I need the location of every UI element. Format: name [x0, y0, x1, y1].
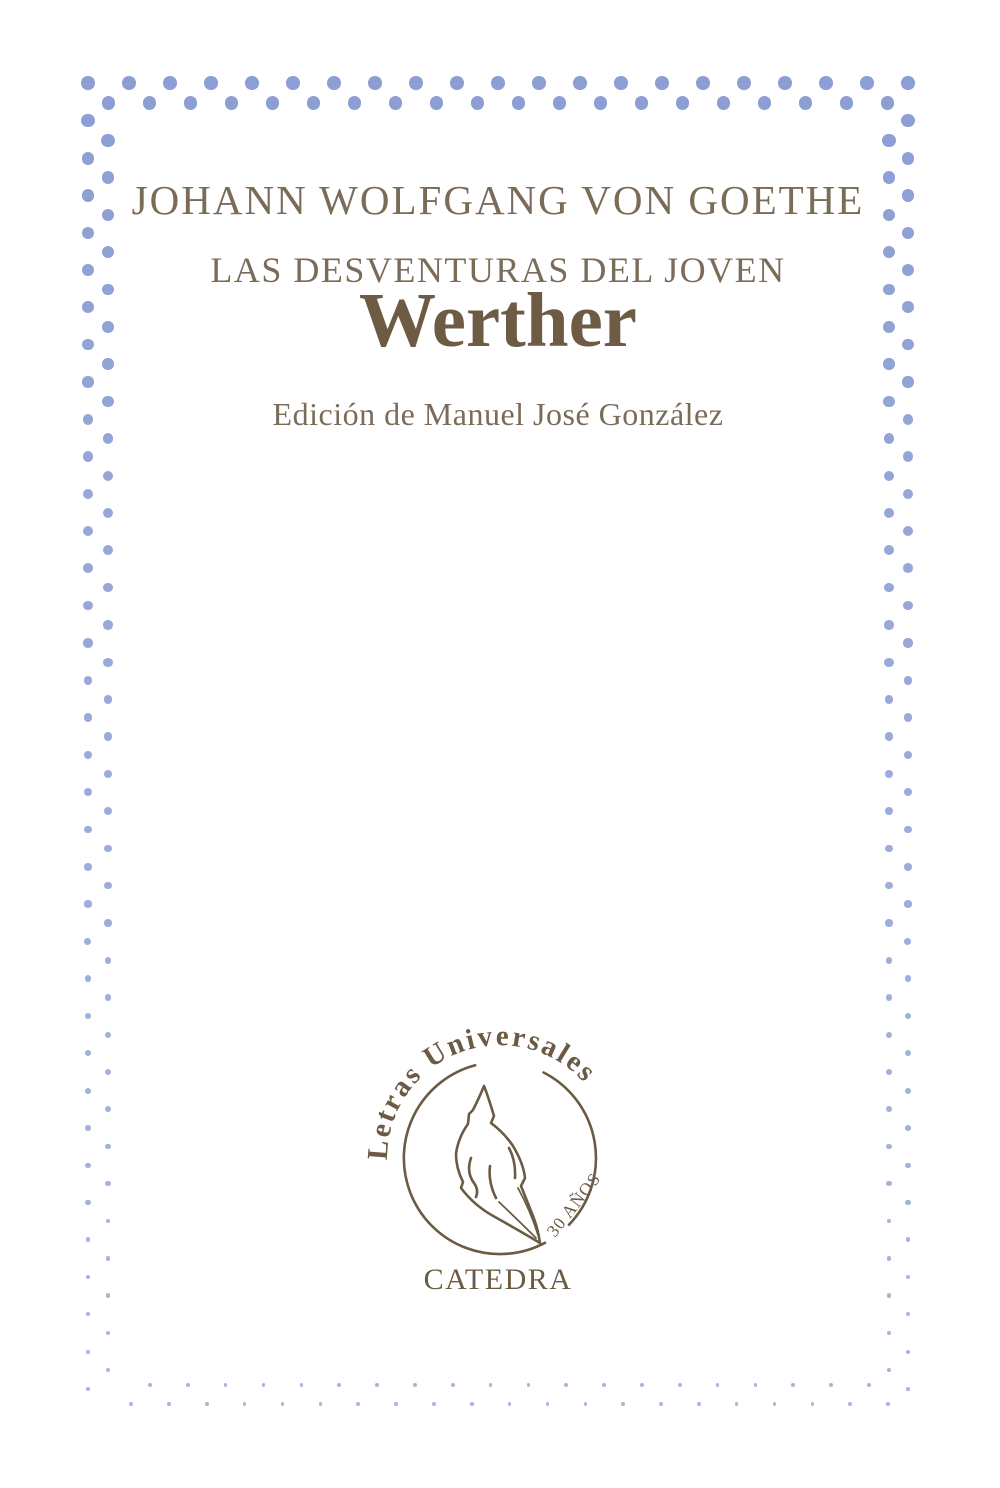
- border-dot: [327, 76, 341, 90]
- border-dot: [103, 433, 114, 444]
- border-dot: [103, 471, 114, 482]
- border-dot: [106, 1331, 110, 1335]
- border-dot: [84, 788, 92, 796]
- border-dot: [104, 695, 113, 704]
- border-dot: [103, 545, 113, 555]
- border-dot: [564, 1383, 568, 1387]
- border-dot: [103, 658, 112, 667]
- publisher-name: CATEDRA: [423, 1263, 573, 1296]
- border-dot: [737, 76, 751, 90]
- border-dot: [129, 1402, 133, 1406]
- border-dot: [553, 96, 566, 109]
- border-dot: [905, 1013, 911, 1019]
- border-dot: [104, 770, 112, 778]
- border-dot: [82, 227, 94, 239]
- border-dot: [84, 900, 91, 907]
- border-dot: [85, 975, 92, 982]
- border-dot: [103, 583, 113, 593]
- border-dot: [83, 489, 93, 499]
- border-dot: [204, 76, 218, 90]
- border-dot: [105, 1032, 111, 1038]
- author-name: JOHANN WOLFGANG VON GOETHE: [131, 177, 865, 223]
- border-dot: [348, 96, 361, 109]
- border-dot: [884, 658, 893, 667]
- border-dot: [906, 1312, 910, 1316]
- border-dot: [104, 882, 111, 889]
- border-dot: [621, 1402, 625, 1406]
- border-dot: [104, 845, 112, 853]
- border-dot: [512, 96, 525, 109]
- border-dot: [86, 1237, 91, 1242]
- border-dot: [85, 1088, 91, 1094]
- border-dot: [84, 938, 91, 945]
- border-dot: [105, 994, 112, 1001]
- border-dot: [884, 508, 894, 518]
- border-dot: [102, 96, 115, 109]
- border-dot: [886, 1106, 892, 1112]
- border-dot: [86, 1387, 90, 1391]
- border-dot: [754, 1383, 758, 1387]
- border-dot: [527, 1383, 531, 1387]
- border-dot: [546, 1402, 550, 1406]
- border-dot: [81, 76, 95, 90]
- border-dot: [307, 96, 320, 109]
- border-dot: [881, 96, 894, 109]
- border-dot: [886, 1032, 892, 1038]
- border-dot: [904, 900, 911, 907]
- border-dot: [85, 1163, 90, 1168]
- border-dot: [884, 433, 895, 444]
- border-dot: [389, 96, 402, 109]
- border-dot: [262, 1383, 266, 1387]
- edition-credit: Edición de Manuel José González: [272, 396, 724, 432]
- border-dot: [903, 638, 912, 647]
- border-dot: [885, 882, 892, 889]
- border-dot: [901, 76, 915, 90]
- border-dot: [394, 1402, 398, 1406]
- border-dot: [696, 76, 710, 90]
- border-dot: [83, 526, 93, 536]
- border-dot: [904, 826, 912, 834]
- border-dot: [716, 1383, 720, 1387]
- border-dot: [905, 1088, 911, 1094]
- border-dot: [887, 1331, 891, 1335]
- border-dot: [573, 76, 587, 90]
- border-dot: [337, 1383, 341, 1387]
- border-dot: [905, 1050, 911, 1056]
- border-dot: [886, 1181, 891, 1186]
- border-dot: [86, 1312, 90, 1316]
- border-dot: [85, 1013, 91, 1019]
- border-dot: [286, 76, 300, 90]
- border-dot: [904, 676, 913, 685]
- border-dot: [83, 563, 93, 573]
- border-dot: [886, 1144, 891, 1149]
- border-dot: [791, 1383, 795, 1387]
- border-dot: [903, 489, 913, 499]
- border-dot: [319, 1402, 323, 1406]
- border-dot: [799, 96, 812, 109]
- border-dot: [905, 1200, 910, 1205]
- border-dot: [432, 1402, 436, 1406]
- border-dot: [867, 1383, 871, 1387]
- border-dot: [829, 1383, 833, 1387]
- border-dot: [885, 845, 893, 853]
- nib-slit-left: [469, 1158, 477, 1197]
- border-dot: [886, 1402, 890, 1406]
- border-dot: [470, 1402, 474, 1406]
- border-dot: [281, 1402, 285, 1406]
- border-dot: [491, 76, 505, 90]
- border-dot: [848, 1402, 852, 1406]
- border-dot: [697, 1402, 701, 1406]
- border-dot: [886, 957, 893, 964]
- border-dot: [885, 770, 893, 778]
- border-dot: [508, 1402, 512, 1406]
- border-dot: [903, 451, 914, 462]
- border-dot: [903, 601, 913, 611]
- border-dot: [84, 826, 92, 834]
- border-dot: [489, 1383, 493, 1387]
- border-dot: [885, 919, 892, 926]
- border-dot: [103, 620, 112, 629]
- border-dot: [368, 76, 382, 90]
- border-dot: [860, 76, 874, 90]
- border-dot: [905, 1125, 911, 1131]
- border-dot: [450, 76, 464, 90]
- border-dot: [148, 1383, 152, 1387]
- border-dot: [594, 96, 607, 109]
- title-upper-line: LAS DESVENTURAS DEL JOVEN: [210, 250, 786, 290]
- border-dot: [904, 713, 913, 722]
- border-dot: [903, 526, 913, 536]
- border-dot: [84, 751, 92, 759]
- border-dot: [375, 1383, 379, 1387]
- border-dot: [887, 1368, 891, 1372]
- border-dot: [655, 76, 669, 90]
- border-dot: [84, 863, 92, 871]
- border-dot: [532, 76, 546, 90]
- border-dot: [266, 96, 279, 109]
- border-dot: [184, 96, 197, 109]
- border-dot: [356, 1402, 360, 1406]
- border-dot: [906, 1387, 910, 1391]
- border-dot: [886, 1069, 892, 1075]
- border-dot: [773, 1402, 777, 1406]
- border-dot: [904, 938, 911, 945]
- border-dot: [224, 1383, 228, 1387]
- border-dot: [85, 1050, 91, 1056]
- border-dot: [884, 620, 893, 629]
- border-dot: [83, 601, 93, 611]
- series-name-label: Letras Universales: [361, 1020, 604, 1161]
- border-dot: [602, 1383, 606, 1387]
- border-dot: [882, 134, 895, 147]
- border-dot: [104, 732, 113, 741]
- border-dot: [885, 807, 893, 815]
- border-dot: [225, 96, 238, 109]
- border-dot: [904, 751, 912, 759]
- border-dot: [901, 114, 914, 127]
- border-dot: [885, 695, 894, 704]
- border-dot: [413, 1383, 417, 1387]
- border-dot: [778, 76, 792, 90]
- border-dot: [122, 76, 136, 90]
- border-dot: [81, 114, 94, 127]
- nib-split-line-right: [518, 1188, 538, 1235]
- border-dot: [105, 1069, 111, 1075]
- border-dot: [904, 863, 912, 871]
- border-dot: [104, 919, 111, 926]
- border-dot: [409, 76, 423, 90]
- border-dot: [105, 1181, 110, 1186]
- border-dot: [887, 1219, 892, 1224]
- border-dot: [85, 1125, 91, 1131]
- border-dot: [840, 96, 853, 109]
- border-dot: [167, 1402, 171, 1406]
- border-dot: [584, 1402, 588, 1406]
- border-dot: [101, 134, 114, 147]
- border-dot: [906, 1350, 910, 1354]
- border-dot: [84, 676, 93, 685]
- border-dot: [106, 1219, 111, 1224]
- border-dot: [904, 788, 912, 796]
- border-dot: [471, 96, 484, 109]
- border-dot: [85, 1200, 90, 1205]
- border-dot: [105, 1144, 110, 1149]
- border-dot: [902, 227, 914, 239]
- border-dot: [886, 994, 893, 1001]
- border-dot: [906, 1237, 911, 1242]
- border-dot: [104, 807, 112, 815]
- border-dot: [659, 1402, 663, 1406]
- border-dot: [106, 1368, 110, 1372]
- nib-slit-middle: [490, 1166, 496, 1198]
- border-dot: [83, 451, 94, 462]
- border-dot: [84, 713, 93, 722]
- border-dot: [82, 152, 95, 165]
- border-dot: [300, 1383, 304, 1387]
- border-dot: [614, 76, 628, 90]
- border-dot: [640, 1383, 644, 1387]
- border-dot: [884, 583, 894, 593]
- border-dot: [819, 76, 833, 90]
- border-dot: [82, 376, 93, 387]
- border-dot: [243, 1402, 247, 1406]
- border-dot: [83, 638, 92, 647]
- border-dot: [105, 957, 112, 964]
- border-dot: [905, 975, 912, 982]
- border-dot: [887, 1256, 892, 1261]
- border-dot: [451, 1383, 455, 1387]
- book-title: Werther: [359, 277, 637, 363]
- publisher-emblem: [360, 1020, 640, 1280]
- anniversary-label: 30 AÑOS: [542, 1168, 605, 1241]
- border-dot: [103, 508, 113, 518]
- border-dot: [163, 76, 177, 90]
- border-dot: [902, 376, 913, 387]
- border-dot: [717, 96, 730, 109]
- nib-slit-right: [509, 1148, 515, 1178]
- border-dot: [676, 96, 689, 109]
- border-dot: [811, 1402, 815, 1406]
- border-dot: [86, 1350, 90, 1354]
- border-dot: [678, 1383, 682, 1387]
- border-dot: [245, 76, 259, 90]
- border-dot: [902, 152, 915, 165]
- border-dot: [758, 96, 771, 109]
- border-dot: [884, 471, 895, 482]
- border-dot: [205, 1402, 209, 1406]
- border-dot: [106, 1256, 111, 1261]
- border-dot: [884, 545, 894, 555]
- border-dot: [186, 1383, 190, 1387]
- border-dot: [885, 732, 894, 741]
- border-dot: [430, 96, 443, 109]
- border-dot: [635, 96, 648, 109]
- border-dot: [905, 1163, 910, 1168]
- border-dot: [735, 1402, 739, 1406]
- border-dot: [903, 563, 913, 573]
- border-dot: [143, 96, 156, 109]
- border-dot: [105, 1106, 111, 1112]
